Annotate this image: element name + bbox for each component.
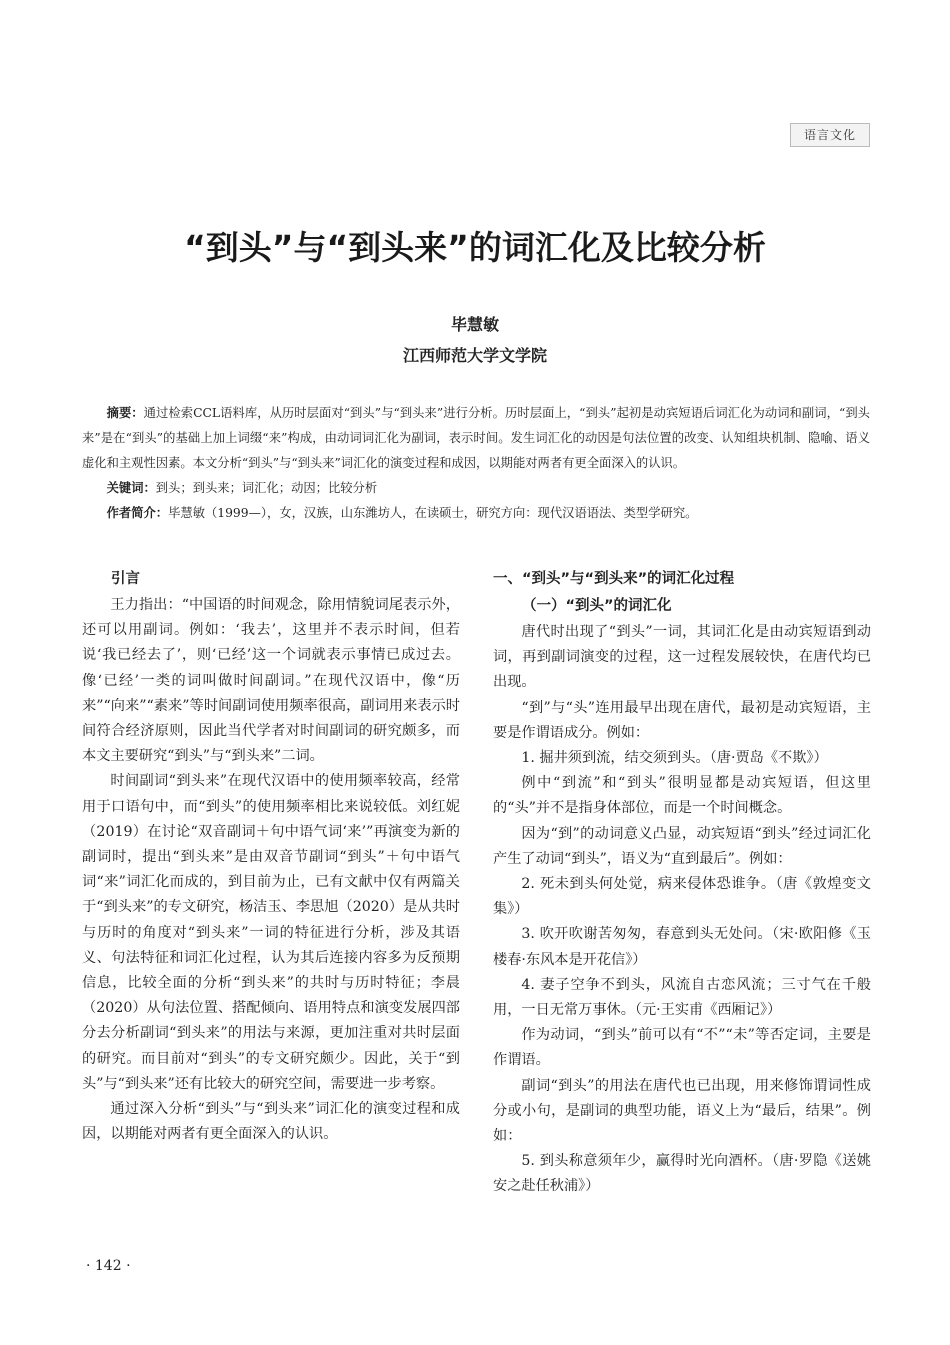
body-paragraph: 副词“到头”的用法在唐代也已出现，用来修饰谓词性成分或小句，是副词的典型功能，语义上为“最后，结果”。例如： bbox=[493, 1077, 871, 1145]
keywords-label: 关键词： bbox=[106, 481, 156, 495]
body-paragraph: 王力指出：“中国语的时间观念，除用情貌词尾表示外，还可以用副词。例如：‘我去’，这里并不表示时间，但若说‘我已经去了’，则‘已经’这一个词就表示事情已成过去。像‘已经’一类的词叫做时间副词。”在现代汉语中，像“历来”“向来”“素来”等时间副词使用频率很高，副词用来表示时间符合经济原则，因此当代学者对时间副词的研究颇多，而本文主要研究“到头”与“到头来”二词。 bbox=[82, 597, 460, 765]
example-sentence: 3. 吹开吹谢苦匆匆，春意到头无处问。（宋·欧阳修《玉楼春·东风本是开花信》） bbox=[493, 926, 871, 968]
abstract bbox=[82, 401, 870, 476]
author-affiliation: 江西师范大学文学院 bbox=[402, 346, 547, 365]
page-number: · 142 · bbox=[86, 1258, 131, 1274]
body-paragraph: 唐代时出现了“到头”一词，其词汇化是由动宾短语到动词，再到副词演变的过程，这一过程发展较快，在唐代均已出现。 bbox=[493, 624, 871, 691]
right-column bbox=[493, 566, 871, 1200]
example-sentence: 4. 妻子空争不到头，风流自古恋风流；三寸气在千般用，一日无常万事休。（元·王实甫《西厢记》） bbox=[493, 976, 871, 1019]
bio-label: 作者简介： bbox=[106, 506, 169, 520]
left-column bbox=[82, 566, 460, 1147]
section-tag: 语言文化 bbox=[790, 123, 870, 147]
keywords bbox=[82, 476, 870, 501]
keywords-text: 到头；到头来；词汇化；动因；比较分析 bbox=[155, 481, 378, 495]
example-sentence: 1. 掘井须到流，结交须到头。（唐·贾岛《不欺》） bbox=[521, 750, 828, 767]
author-name: 毕慧敏 bbox=[450, 315, 499, 334]
bio-text: 毕慧敏（1999—），女，汉族，山东潍坊人，在读硕士，研究方向：现代汉语语法、类型学研究。 bbox=[168, 506, 698, 520]
abstract-label: 摘要： bbox=[106, 406, 144, 420]
article-title: “到头”与“到头来”的词汇化及比较分析 bbox=[184, 228, 766, 267]
example-sentence: 2. 死未到头何处觉，病来侵体恐谁争。（唐《敦煌变文集》） bbox=[493, 876, 871, 918]
intro-heading: 引言 bbox=[111, 571, 140, 587]
subsection-heading: （一）“到头”的词汇化 bbox=[522, 598, 672, 614]
section-heading: 一、“到头”与“到头来”的词汇化过程 bbox=[493, 571, 735, 587]
abstract-block bbox=[82, 401, 870, 526]
body-paragraph: 时间副词“到头来”在现代汉语中的使用频率较高，经常用于口语句中，而“到头”的使用频率相比来说较低。刘红妮（2019）在讨论“双音副词＋句中语气词‘来’”再演变为新的副词时，提出“到头来”是由双音节副词“到头”＋句中语气词“来”词汇化而成的，到目前为止，已有文献中仅有两篇关于“到头来”的专文研究，杨洁玉、李思旭（2020）是从共时与历时的角度对“到头来”一词的特征进行分析，涉及其语义、句法特征和词汇化过程，认为其后连接内容多为反预期信息，比较全面的分析“到头来”的共时与历时特征；李晨（2020）从句法位置、搭配倾向、语用特点和演变发展四部分去分析副词“到头来”的用法与来源，更加注重对共时层面的研究。而目前对“到头”的专文研究颇少。因此，关于“到头”与“到头来”还有比较大的研究空间，需要进一步考察。 bbox=[82, 773, 460, 1092]
body-paragraph: 作为动词，“到头”前可以有“不”“未”等否定词，主要是作谓语。 bbox=[493, 1027, 871, 1069]
body-paragraph: 例中“到流”和“到头”很明显都是动宾短语，但这里的“头”并不是指身体部位，而是一个时间概念。 bbox=[493, 775, 871, 817]
body-paragraph: 通过深入分析“到头”与“到头来”词汇化的演变过程和成因，以期能对两者有更全面深入的认识。 bbox=[82, 1101, 460, 1143]
author-bio bbox=[82, 501, 870, 526]
body-paragraph: 因为“到”的动词意义凸显，动宾短语“到头”经过词汇化产生了动词“到头”，语义为“直到最后”。例如： bbox=[493, 825, 871, 867]
body-paragraph: “到”与“头”连用最早出现在唐代，最初是动宾短语，主要是作谓语成分。例如： bbox=[493, 699, 871, 741]
example-sentence: 5. 到头称意须年少，赢得时光向酒杯。（唐·罗隐《送姚安之赴任秋浦》） bbox=[493, 1153, 871, 1195]
abstract-text: 通过检索CCL语料库，从历时层面对“到头”与“到头来”进行分析。历时层面上，“到头”起初是动宾短语后词汇化为动词和副词，“到头来”是在“到头”的基础上加上词缀“来”构成，由动词词汇化为副词，表示时间。发生词汇化的动因是句法位置的改变、认知组块机制、隐喻、语义虚化和主观性因素。本文分析“到头”与“到头来”词汇化的演变过程和成因，以期能对两者有更全面深入的认识。 bbox=[82, 406, 870, 470]
